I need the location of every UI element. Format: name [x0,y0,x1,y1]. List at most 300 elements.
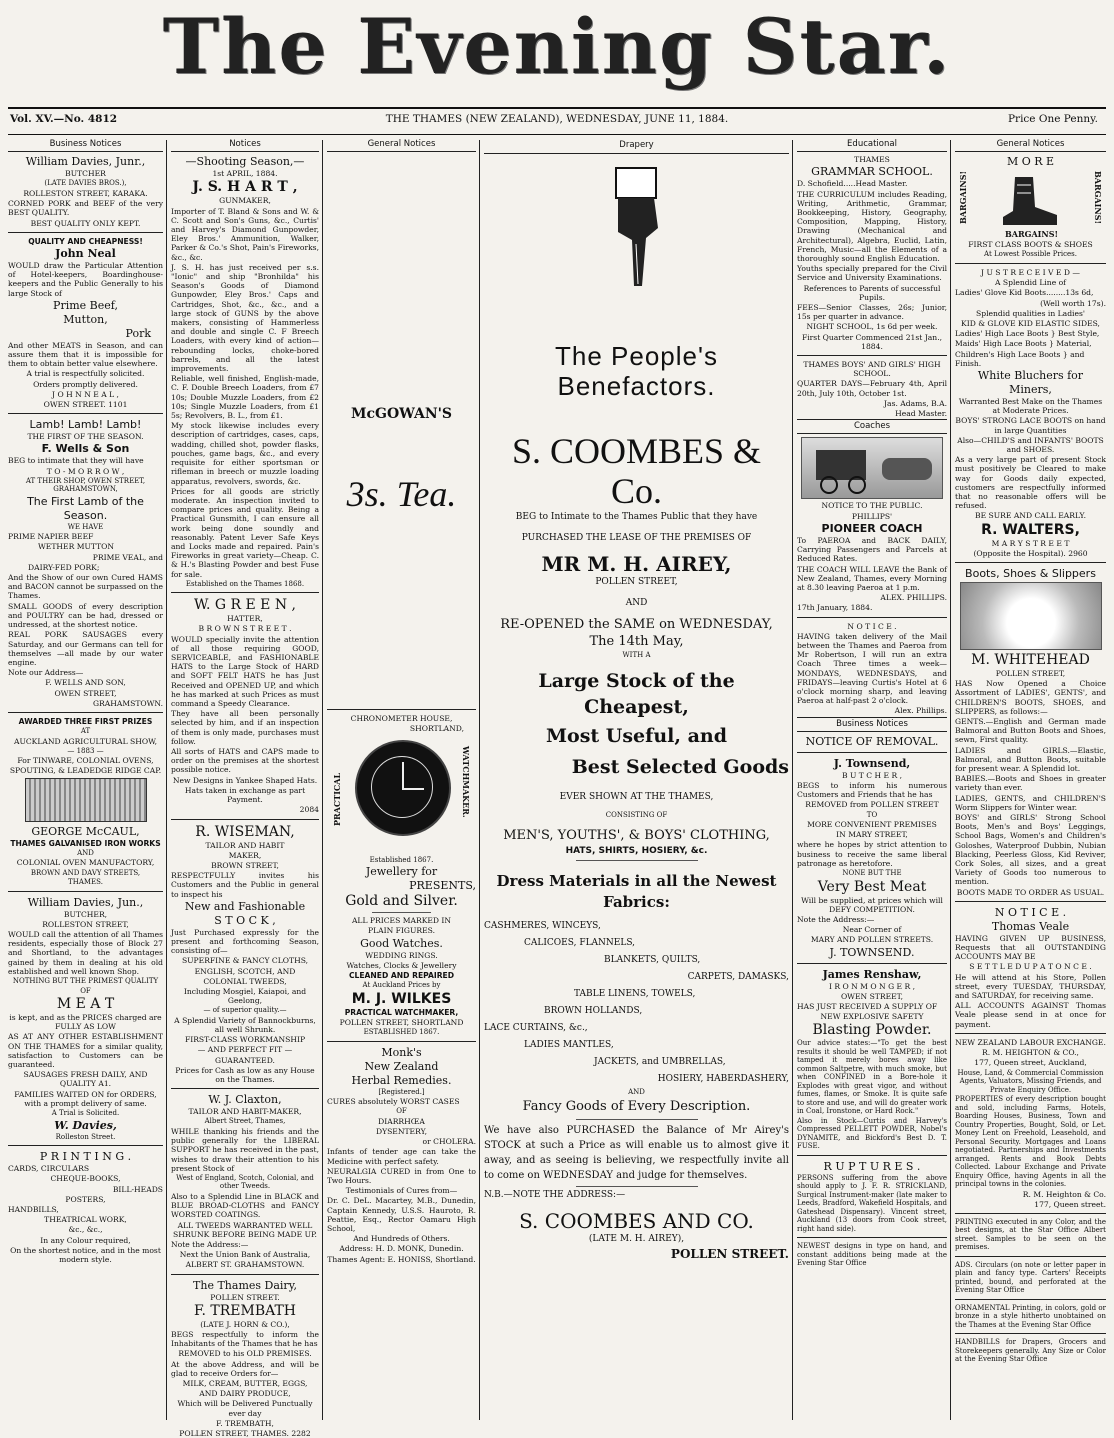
ad-text: AS AT ANY OTHER ESTABLISHMENT ON THE THAMES for a similar quality, satisfaction to Customers can be guaranteed. [8,1032,163,1070]
ad-text: FIRST CLASS BOOTS & SHOES [968,240,1093,250]
ad-headline: Boots, Shoes & Slippers [965,566,1096,580]
ad-headline: New and Fashionable [184,899,306,913]
ad-headline: M E A T [56,996,115,1013]
ad-text: FIRST-CLASS WORKMANSHIP [184,1035,306,1045]
column-notices [171,139,319,1438]
ad-headline: AWARDED THREE FIRST PRIZES [18,716,153,726]
ad-headline: J. S. H A R T , [192,179,298,196]
ad-text: Rolleston Street. [55,1132,116,1141]
column-educational [797,140,947,1418]
ad-text: BEG to Intimate to the Thames Public that they have [515,512,758,522]
ad-text: MAKER, [228,850,262,860]
colonial-oven-illustration [25,778,147,822]
ad-text: F. TREMBATH, [216,1418,274,1428]
ad-text: A trial is respectfully solicited. [26,369,145,379]
ad-headline: S. COOMBES AND CO. [519,1208,754,1233]
ad-text: ALEX. PHILLIPS. [880,593,947,603]
ad-headline: Thomas Veale [991,919,1070,933]
clock-face-illustration [355,740,451,836]
ad-text: We have also PURCHASED the Balance of Mr Airey's STOCK at such a Price as will enable us to almost give it away, and as seeing is believing, we respectfully invite all to come on WEDNESDAY and judge for themselves. [484,1124,789,1181]
bargains-label: BARGAINS! [1005,229,1058,239]
ad-text: Next the Union Bank of Australia, [179,1250,311,1260]
ad-text: NEURALGIA CURED in from One to Two Hours. [327,1166,476,1185]
ad-headline: Herbal Remedies. [351,1073,452,1087]
ad-text: (LATE J. HORN & CO.), [200,1319,290,1329]
ad-text: T O - M O R R O W , [46,466,125,476]
ad-text: POSTERS, [65,1194,106,1204]
ad-text: Thames Agent: E. HONISS, Shortland. [327,1254,476,1264]
ad-text: POLLEN STREET, SHORTLAND [339,1017,464,1027]
ad-text: NONE BUT THE [842,869,902,878]
ad-text: SAUSAGES FRESH DAILY, AND QUALITY A1. [23,1070,148,1089]
ad-text: DYSENTERY, [375,1126,428,1136]
ad-text: BROWN STREET, [211,860,279,870]
ad-text: THEATRICAL WORK, [44,1215,127,1225]
ad-text: BEGS to inform his numerous Customers and Friends that he has [797,780,947,800]
ad-text: Orders promptly delivered. [33,379,138,389]
ad-text: West of England, Scotch, Colonial, and other Tweeds. [176,1173,314,1191]
ad-text: AND [628,1088,645,1096]
ad-text: AND [77,848,94,857]
ad-text: OF [396,1107,407,1116]
ad-text: BABIES.—Boots and Shoes in greater variety than ever. [955,774,1106,793]
ad-text: ROLLESTON STREET, [42,919,129,929]
ad-text: BLANKETS, QUILTS, [604,955,701,965]
column-header: Drapery [484,140,789,154]
price: Price One Penny. [1007,113,1098,125]
ad-text: Albert Street, Thames, [204,1117,286,1126]
ad-text: Also in Stock—Curtis and Harvey's Compressed PELLETT POWDER, Nobel's DYNAMITE, and Bickford's Best D. T. FUSE. [797,1116,947,1151]
ad-headline: GRAMMAR SCHOOL. [811,165,933,179]
ad-text: MARY AND POLLEN STREETS. [810,935,934,945]
ad-headline: W. J. Claxton, [208,1093,282,1107]
ad-headline: POLLEN STREET. [670,1246,789,1261]
ad-text: 1st APRIL, 1884. [212,169,278,179]
ad-headline: Miners, [1009,382,1052,396]
ad-text: THE FIRST OF THE SEASON. [27,432,144,442]
ad-text: BROWN AND DAVY STREETS, [30,868,141,877]
ad-text: where he hopes by strict attention to business to receive the same liberal patronage as heretofore. [797,840,947,868]
ad-text: CORNED PORK and BEEF of the very BEST QUALITY. [8,199,163,218]
ad-text: SUPERFINE & FANCY CLOTHS, [181,956,309,966]
ad-headline: W. G R E E N , [194,597,296,614]
ad-text: At Lowest Possible Prices. [984,250,1077,259]
ad-text: CARPETS, DAMASKS, [687,972,789,982]
ad-text: Warranted Best Make on the Thames at Moderate Prices. [958,396,1103,416]
ad-text: Note our Address— [8,668,84,678]
ad-text: PERSONS suffering from the above should apply to J. F. R. STRICKLAND, Surgical Instrument-maker (late maker to Leeds, Bradford, Wakefield Hospitals, and Gateshead Dispensary). Vincent street, Auckland (13 doors from Cook street, right hand side). [797,1173,947,1233]
ad-headline: HATS, SHIRTS, HOSIERY, &c. [565,846,708,856]
ad-text: LADIES MANTLES, [524,1040,614,1050]
ad-text: NIGHT SCHOOL, 1s 6d per week. [806,322,938,332]
ad-text: (LATE DAVIES BROS.), [44,179,127,188]
ad-text: WHILE thanking his friends and the public generally for the LIBERAL SUPPORT he has received in the past, wishes to draw their attention to his present Stock of [171,1126,319,1173]
ad-headline: Lamb! Lamb! Lamb! [29,418,142,432]
ad-headline: Fabrics: [603,893,670,911]
ad-text: TAILOR AND HABIT-MAKER, [188,1107,302,1117]
ad-text: POLLEN STREET, [995,668,1066,678]
footwear-illustration [960,582,1102,650]
ad-text: OWEN STREET, [54,688,117,698]
ad-text: S E T T L E D U P A T O N C E . [969,962,1092,972]
ad-text: or CHOLERA. [422,1137,476,1147]
ad-text: On the shortest notice, and in the most modern style. [10,1245,161,1264]
place-date: THE THAMES (NEW ZEALAND), WEDNESDAY, JUNE 11, 1884. [385,113,729,125]
ad-text: REMOVED from POLLEN STREET [805,800,939,810]
ad-text: GENTS.—English and German made Balmoral and Button Boots and Shoes, sewn, First quality. [955,717,1106,745]
ad-text: GUNMAKER, [219,196,271,206]
ad-text: [Registered.] [378,1087,425,1096]
ad-headline: William Davies, Junr., [25,155,146,169]
ad-text: Maids' High Lace Boots } Material, [955,339,1092,349]
ad-headline: Season. [63,508,108,522]
ad-text: SMALL GOODS of every description and POULTRY can be had, dressed or undressed, at the shortest notice. [8,601,163,630]
ad-text: And the Show of our own Cured HAMS and BACON cannot be surpassed on the Thames. [8,573,163,601]
ad-text: REMOVED to his OLD PREMISES. [178,1349,312,1359]
ad-text: Address: H. D. MONK, Dunedin. [339,1244,464,1254]
ad-text: PRACTICAL WATCHMAKER, [344,1007,459,1017]
ad-headline: Monk's [381,1045,422,1059]
ad-headline: Dress Materials in all the Newest [496,872,777,890]
ad-text: HANDBILLS, [8,1204,59,1214]
ad-headline: M. J. WILKES [351,990,452,1007]
ad-text: Infants of tender age can take the Medicine with perfect safety. [327,1147,476,1166]
ad-headline: NEW ZEALAND LABOUR EXCHANGE. [955,1037,1106,1047]
ad-text: BILL-HEADS [112,1184,163,1194]
column-header: Notices [171,140,319,152]
ad-text: J O H N N E A L , [52,389,119,399]
ad-headline: R U P T U R E S . [823,1159,921,1173]
ad-text: Children's High Lace Boots } and Finish. [955,349,1085,368]
ad-text: — of superior quality.— [203,1006,287,1015]
column-header: Educational [797,140,947,152]
ad-text: HAS Now Opened a Choice Assortment of LADIES', GENTS', and CHILDREN'S BOOTS, SHOES, and SLIPPERS, as follows:— [955,679,1106,716]
pointing-hand-icon [608,168,666,288]
ad-headline: The First Lamb of the [27,494,144,508]
ad-headline: Large Stock of the Cheapest, [538,669,735,718]
ad-text: F. WELLS AND SON, [45,678,126,688]
ad-text: N.B.—NOTE THE ADDRESS:— [484,1189,626,1200]
ad-headline: P R I N T I N G . [39,1150,132,1164]
ad-text: CHRONOMETER HOUSE, [350,714,453,724]
dateline-rule [8,134,1106,135]
ad-text: My stock likewise includes every description of cartridges, cases, caps, wadding, chilled shot, powder flasks, pouches, game bags, &c., and every requisite for either sportsman or rifleman in breech or muzzle loading apparatus, revolvers, swords, &c. [171,421,319,486]
ad-headline: McGOWAN'S [350,406,453,423]
ad-headline: NOTICE OF REMOVAL. [805,734,939,748]
ad-text: HAVING taken delivery of the Mail between the Thames and Paeroa from Mr Robertson, I will run an extra Coach Three times a week—MONDAYS, WEDNESDAYS, and FRIDAYS—leaving Curtis's Hotel at 6 o'clock morning sharp, and leaving Paeroa at half-past 2 o'clock. [797,631,947,706]
ad-text: — 1883 — [67,746,104,755]
ad-headline: F. TREMBATH [193,1302,297,1319]
ad-text: DAIRY-FED PORK; [28,562,100,572]
ad-headline: Best Selected Goods [571,755,789,778]
ad-text: DIARRHŒA [378,1116,425,1126]
ad-text: AND [625,598,648,608]
ad-headline: The 14th May, [589,634,684,649]
ad-text: House, Land, & Commercial Commission Agents, Valuators, Missing Friends, and Private Enquiry Office. [957,1068,1104,1094]
ad-headline: N O T I C E . [847,621,897,631]
ad-headline: M O R E [1006,155,1055,169]
ad-text: Head Master. [895,409,947,419]
ad-text: TABLE LINENS, TOWELS, [574,989,696,999]
ad-text: THAMES. [68,878,103,887]
ad-text: PLAIN FIGURES. [367,926,436,936]
ad-text: WOULD specially invite the attention of all those requiring GOOD, SERVICEABLE, and FASHIONABLE HATS to the Large Stock of HARD and SOFT FELT HATS he has Just Received and OPENED UP, and which he has marked at such Prices as must command a Speedy Clearance. [171,634,319,709]
ad-text: AT THEIR SHOP, OWEN STREET, GRAHAMSTOWN, [25,476,146,494]
ad-text: BEG to intimate that they will have [8,456,144,466]
ad-text: For TINWARE, COLONIAL OVENS, SPOUTING, & LEADEDGE RIDGE CAP. [9,756,162,775]
ad-text: Ladies' Glove Kid Boots........13s 6d, [955,288,1094,298]
ad-headline: James Renshaw, [822,967,922,981]
ad-text: LADIES, GENTS, and CHILDREN'S Worm Slippers for Winter wear. [955,793,1106,812]
ad-headline: RE-OPENED the SAME on WEDNESDAY, [500,617,773,632]
ad-text: GUARANTEED. [215,1055,275,1065]
ad-text: KID & GLOVE KID ELASTIC SIDES, [961,318,1100,328]
ad-text: Prices for all goods are strictly moderate. An inspection invited to compare prices and quality. Being a Practical Gunsmith, I can ensure all work being done soundly and reasonably. Patent Lever Safe Keys and Locks made and repaired. Pain's Fireworks in great variety—Cheap. C. & H.'s Blasting Powder and best Fuse for sale. [171,486,319,579]
column-header: Business Notices [8,140,163,152]
ad-text: THE COACH WILL LEAVE the Bank of New Zealand, Thames, every Morning at 8.30 leaving Paeroa at 1 p.m. [797,564,947,592]
ad-headline: GEORGE McCAUL, [31,824,140,838]
ad-text: HAVING GIVEN UP BUSINESS, Requests that all OUTSTANDING ACCOUNTS MAY BE [955,933,1106,962]
newspaper-title: The Evening Star. [162,2,952,91]
ad-text: D. Schofield.....Head Master. [797,179,908,189]
ad-headline: M. WHITEHEAD [971,651,1090,668]
ad-text: HANDBILLS for Drapers, Grocers and Storekeepers generally. Any Size or Color at the Evening Star Office [955,1338,1106,1364]
ad-text: 17th January, 1884. [797,603,873,613]
ad-text: BOOTS MADE TO ORDER AS USUAL. [956,887,1105,897]
section-header: Business Notices [797,717,947,732]
ad-text: Hats taken in exchange as part Payment. [184,785,306,805]
ad-text: CLEANED AND REPAIRED [348,970,455,980]
ad-text: R. M. Heighton & Co. [1022,1189,1106,1199]
ad-text: Alex. Phillips. [894,706,947,716]
ad-text: At Auckland Prices by [362,981,441,990]
column-divider [792,140,793,1420]
ad-text: Youths specially prepared for the Civil Service and University Examinations. [797,264,947,283]
ad-headline: Good Watches. [360,936,443,950]
ad-headline: MR M. H. AIREY, [541,552,732,576]
ad-headline: John Neal [55,246,116,260]
ad-headline: R. WISEMAN, [195,823,295,840]
ad-text: NEW EXPLOSIVE SAFETY [820,1012,924,1022]
ad-text: BOYS' and GIRLS' Strong School Boots, Men's and Boys' Leggings, School Bags, Women's and Children's Goloshes, Waterproof Dubbin, Nubian Blacking, Peerless Gloss, Kid Reviver, Cork Soles, all sizes, and a great Variety of Goods too numerous to mention. [955,813,1106,887]
ad-text: AT [80,727,91,736]
ad-text: TAILOR AND HABIT [205,840,285,850]
ad-text: AUCKLAND AGRICULTURAL SHOW, [13,736,157,746]
ad-text: OWEN STREET. 1101 [43,399,128,409]
ad-text: WITH A [622,651,651,659]
ad-text: is kept, and as the PRICES charged are FULLY AS LOW [9,1013,162,1032]
ad-text: Prices for Cash as low as any House on the Thames. [175,1065,315,1085]
column-divider [479,140,480,1420]
ad-text: REAL PORK SAUSAGES every Saturday, and our Germans can tell for themselves —all made by our water engine. [8,630,163,667]
ad-headline: The People's Benefactors. [555,341,718,401]
ad-headline: Fancy Goods of Every Description. [522,1098,751,1114]
ad-text: AND DAIRY PRODUCE, [199,1389,291,1399]
ad-text: OF [80,986,91,995]
ad-text: BOYS' STRONG LACE BOOTS on hand in large Quantities [955,416,1106,435]
ad-text: PROPERTIES of every description bought and sold, including Farms, Hotels, Boarding Houses, Business, Town and Country Properties, Bought, Sold, or Let. Money Lent on Freehold, Leasehold, and Personal Security. Mortgages and Loans negotiated. Partnerships and Investments arranged. Rents and Book Debts Collected. Labour Exchange and Private Enquiry Office, having Agents in all the principal towns in the colonies. [955,1095,1106,1188]
ad-text: ADS. Circulars (on note or letter paper in plain and fancy type. Carters' Receipts printed, bound, and perforated at the Evening Star Office [955,1260,1106,1295]
ad-text: 177, Queen street. [1034,1199,1106,1209]
ad-text: He will attend at his Store, Pollen street, every TUESDAY, THURSDAY, and SATURDAY, for receiving same. [955,972,1106,1001]
ad-text: Established on the Thames 1868. [185,579,305,588]
ad-text: They have all been personally selected by him, and if an inspection of them is only made, purchases must follow. [171,709,319,746]
ad-text: 2084 [299,805,319,815]
coach-illustration [801,437,943,499]
ad-text: OWEN STREET, [840,991,904,1001]
ad-text: Testimonials of Cures from— [345,1186,458,1196]
ad-text: R. M. HEIGHTON & CO., [982,1048,1079,1058]
ad-text: BROWN HOLLANDS, [544,1006,643,1016]
ad-text: BUTCHER, [63,909,108,919]
ad-text: Also to a Splendid Line in BLACK and BLUE BROAD-CLOTHS and FANCY WORSTED COATINGS. [171,1191,319,1220]
ad-text: J. S. H. has just received per s.s. "Ionic" and ship "Bronhilda" his Season's Goods of Diamond Gunpowder, Eley Bros.' Caps and Cartridges, Shot, &c., &c., and a large stock of GUNS by the above makers, consisting of Hammerless and double and single C. F Breech Loaders, with every kind of action—rebounding locks, choke-bored barrels, and all the latest improvements. [171,262,319,374]
ad-text: CALICOES, FLANNELS, [524,938,636,948]
ad-text: ESTABLISHED 1867. [363,1028,440,1037]
ad-text: To PAEROA and BACK DAILY, Carrying Passengers and Parcels at Reduced Rates. [797,535,947,564]
ad-text: Our advice states:—"To get the best results it should be well TAMPED; if not tamped it merely bores away like common Saltpetre, with much smoke, but when CONFINED in a Bore-hole it Explodes with great vigor, and without fumes, flames, or Smoke. It is quite safe to store and use, and will do greater work in Coal, Ironstone, or Hard Rock." [797,1039,947,1116]
ad-text: Note the Address:— [171,1240,249,1249]
ad-text: A Splendid Variety of Bannockburns, all well Shrunk. [174,1015,316,1035]
ad-headline: Most Useful, and [546,724,727,747]
ad-text: POLLEN STREET, [595,577,678,587]
column-drapery [484,140,789,1418]
ad-headline: R. WALTERS, [981,521,1080,538]
ad-headline: S T O C K , [214,913,276,927]
ad-text: THE CURRICULUM includes Reading, Writing, Arithmetic, Grammar, Bookkeeping, History, Geography, Composition, Mapping, History, Drawing (Mechanical and Architectural), Algebra, Euclid, Latin, French, Music—all the Elements of a thoroughly sound English Education. [797,189,947,264]
ad-text: Importer of T. Bland & Sons and W. & C. Scott and Son's Guns, &c., Curtis' and Harvey's Diamond Gunpowder, Eley Bros.' Ammunition, Walker, Parker & Co.'s Shot, Pain's Fireworks, &c., &c. [171,206,319,262]
ad-text: MILK, CREAM, BUTTER, EGGS, [182,1379,308,1389]
ad-text: ALBERT ST. GRAHAMSTOWN. [185,1260,305,1270]
ad-headline: F. Wells & Son [41,442,130,456]
ad-headline: THAMES BOYS' AND GIRLS' HIGH SCHOOL. [803,360,941,379]
ad-text: IN MARY STREET, [836,830,908,840]
ad-headline: New Zealand [364,1059,439,1073]
ad-headline: PIONEER COACH [821,521,923,535]
bargains-label: BARGAINS! [958,171,968,225]
column-general-notices [327,140,476,1418]
section-header: Coaches [797,419,947,434]
ad-text: I R O N M O N G E R , [828,981,916,991]
ad-text: HAS JUST RECEIVED A SUPPLY OF [797,1002,938,1011]
ad-text: NEWEST designs in type on hand, and constant additions being made at the Evening Star Office [797,1242,947,1268]
ad-text: ROLLESTON STREET, KARAKA. [23,188,148,198]
ad-text: SHORTLAND, [409,724,464,734]
ad-text: (LATE M. H. AIREY), [588,1233,685,1244]
ad-text: B U T C H E R , [841,770,903,780]
ad-text: LACE CURTAINS, &c., [484,1023,588,1033]
dateline [10,113,1104,129]
ad-text: PHILLIPS' [851,511,893,521]
column-divider [950,140,951,1420]
ad-text: BEST QUALITY ONLY KEPT. [30,218,141,228]
ad-text: ALL TWEEDS WARRANTED WELL SHRUNK BEFORE BEING MADE UP. [173,1220,317,1239]
ad-headline: PRESENTS, [409,879,476,893]
ad-text: J U S T R E C E I V E D — [980,267,1080,277]
ad-text: CONSISTING OF [605,810,668,819]
ad-text: JACKETS, and UMBRELLAS, [594,1057,726,1067]
ad-text: FAMILIES WAITED ON for ORDERS, with a prompt delivery of same. [14,1089,157,1108]
ad-text: WE HAVE [67,522,104,531]
ad-text: B R O W N S T R E E T . [198,624,292,634]
ad-text: Including Mosgiel, Kaiapoi, and Geelong, [183,986,307,1006]
ad-text: CARDS, CIRCULARS [8,1164,90,1174]
ad-headline: QUALITY AND CHEAPNESS! [28,236,143,246]
ad-text: M A R Y S T R E E T [991,538,1070,548]
ad-text: Note the Address:— [797,914,875,924]
ad-text: Reliable, well finished, English-made, C. F. Double Breech Loaders, from £7 10s; Double Muzzle Loaders, from £2 10s; Single Muzzle Loaders, from £1 5s; Revolvers, B. L., from £1. [171,374,319,421]
ad-text: References to Parents of successful Pupils. [803,283,941,302]
ad-headline: The Thames Dairy, [193,1278,297,1292]
ad-text: Established 1867. [369,855,434,864]
ad-headline: Mutton, [63,312,108,326]
ad-text: PRIME NAPIER BEEF [8,532,94,542]
column-header: General Notices [955,140,1106,152]
ad-text: WETHER MUTTON [38,542,115,552]
ad-headline: J. TOWNSEND. [829,945,915,959]
ad-text: THAMES [854,155,890,165]
column-divider [166,140,167,1420]
ad-headline: Pork [125,326,151,340]
volume-number: Vol. XV.—No. 4812 [10,113,118,125]
ad-headline: White Bluchers for [977,368,1084,382]
ad-text: POLLEN STREET. [210,1292,280,1302]
ad-text: HOSIERY, HABERDASHERY, [657,1074,789,1084]
ad-text: Ladies' High Lace Boots } Best Style, [955,329,1100,339]
ad-text: ENGLISH, SCOTCH, AND [194,966,296,976]
ad-text: PRINTING executed in any Color, and the best designs, at the Star Office Albert street. Samples to be seen on the premises. [955,1217,1106,1252]
column-divider [322,140,323,1420]
ad-text: COLONIAL OVEN MANUFACTORY, [16,858,155,868]
ad-text: Jas. Adams, B.A. [884,398,947,408]
ad-text: WOULD draw the Particular Attention of Hotel-keepers, Boardinghouse-keepers and the Public Generally to his large Stock of [8,260,163,298]
ad-text: In any Colour required, [40,1235,131,1245]
ad-text: Dr. C. DeL. Macartey, M.B., Dunedin, Captain Kennedy, U.S.S. Hauroto, R. Peattie, Esq., Rector Oamaru High School, [327,1196,476,1233]
ad-text: Near Corner of [842,925,902,935]
ad-headline: Prime Beef, [53,298,118,312]
ad-text: &c., &c., [68,1225,103,1235]
ad-text: NOTHING BUT THE PRIMEST QUALITY [12,977,159,986]
boot-illustration [995,175,1061,229]
ad-headline: Blasting Powder. [812,1022,932,1039]
ad-text: And Hundreds of Others. [353,1234,450,1244]
ad-headline: THAMES GALVANISED IRON WORKS [10,838,161,848]
ad-text: All sorts of HATS and CAPS made to order on the premises at the shortest possible notice. [171,747,319,775]
ad-text: NOTICE TO THE PUBLIC. [821,501,923,511]
ad-text: ALL ACCOUNTS AGAINST Thomas Veale please send in at once for payment. [955,1001,1106,1029]
ad-text: CASHMERES, WINCEYS, [484,921,601,931]
ad-headline: S. COOMBES & Co. [511,431,762,511]
ad-text: CHEQUE-BOOKS, [50,1174,121,1184]
ad-headline: 3s. Tea. [346,474,457,515]
ad-text: LADIES and GIRLS.—Elastic, Balmoral, and Button Boots, suitable for present wear. A Splendid lot. [955,745,1106,774]
ad-text: (Opposite the Hospital). 2960 [973,548,1088,558]
ad-text: FEES—Senior Classes, 26s; Junior, 15s per quarter in advance. [797,303,947,322]
ad-text: Which will be Delivered Punctually ever day [177,1399,313,1418]
ad-headline: J. Townsend, [833,756,911,770]
ad-text: EVER SHOWN AT THE THAMES, [559,791,714,802]
ad-text: COLONIAL TWEEDS, [203,976,287,986]
ad-text: Watches, Clocks & Jewellery [346,960,457,970]
ad-text: Just Purchased expressly for the present and forthcoming Season, consisting of— [171,927,319,956]
ad-text: WEDDING RINGS. [365,950,438,960]
ad-text: TO [866,810,878,819]
watchmaker-label: WATCHMAKER. [461,745,471,818]
ad-text: Also—CHILD'S and INFANTS' BOOTS and SHOES. [957,435,1104,454]
ad-text: POLLEN STREET, THAMES. 2282 [179,1429,311,1438]
ad-text: BE SURE AND CALL EARLY. [975,511,1086,521]
ad-text: A Trial is Solicited. [51,1109,120,1118]
